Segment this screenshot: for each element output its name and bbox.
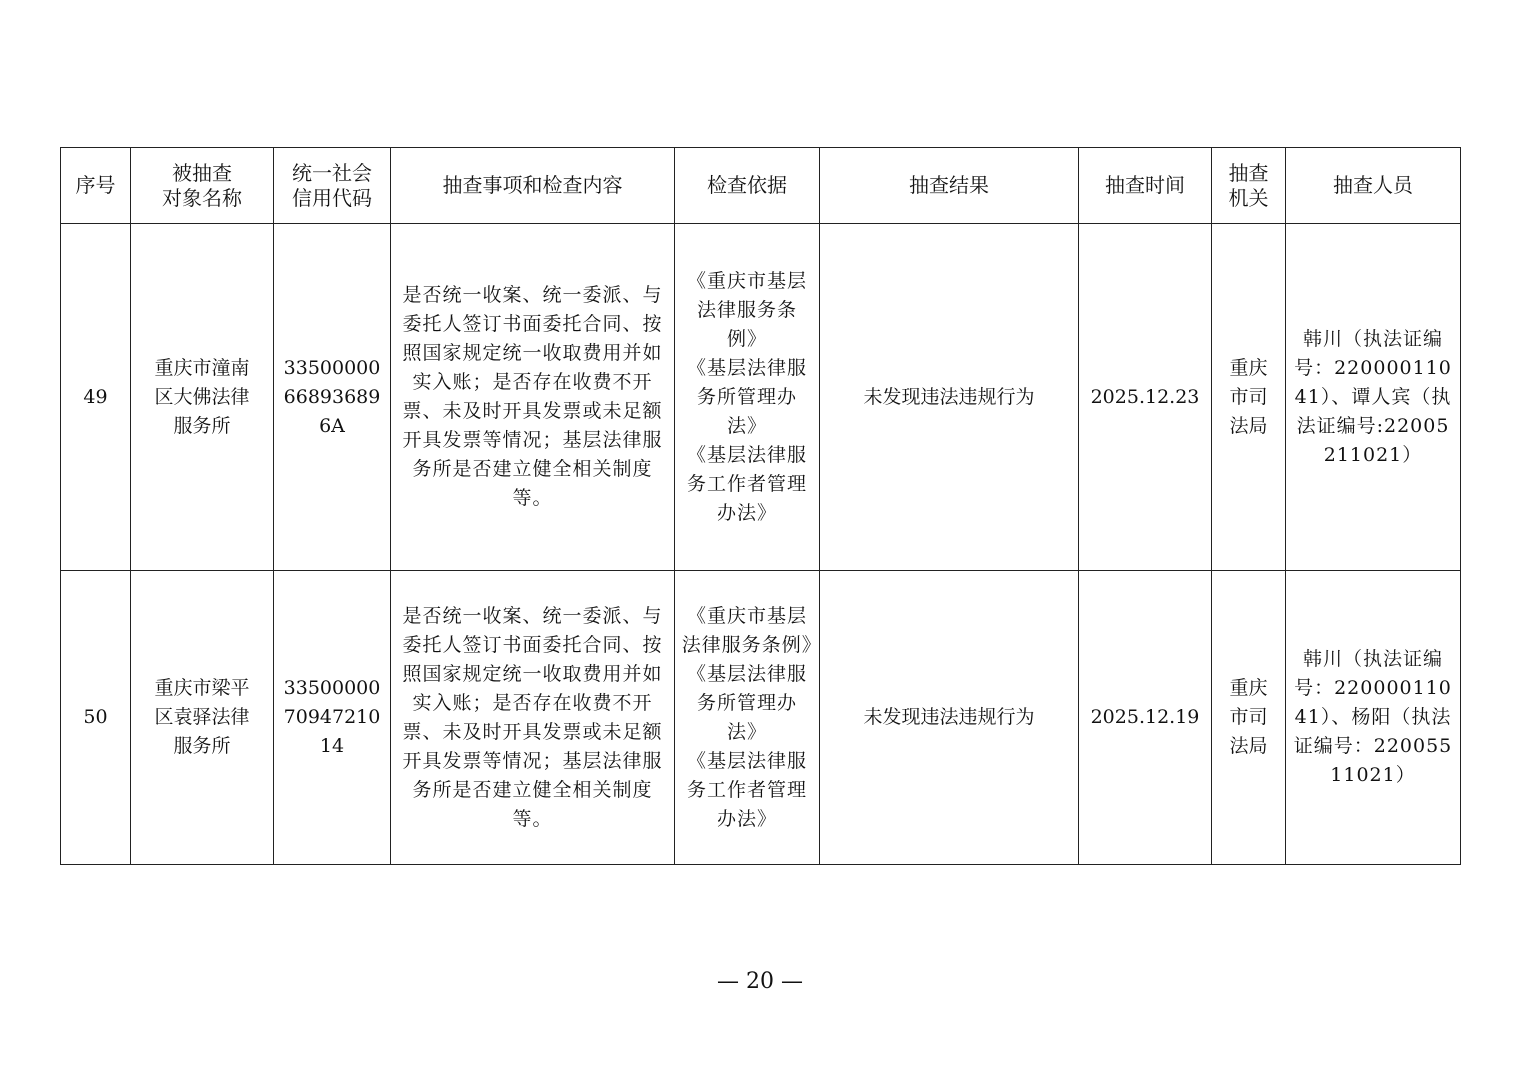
header-agency: 抽查 机关 xyxy=(1212,148,1286,224)
cell-staff: 韩川（执法证编号：22000011041）、谭人宾（执法证编号:22005211021） xyxy=(1286,224,1461,571)
cell-basis: 《重庆市基层法律服务条例》 《基层法律服务所管理办法》 《基层法律服务工作者管理办法》 xyxy=(675,224,820,571)
table-row xyxy=(61,224,1461,571)
cell-result: 未发现违法违规行为 xyxy=(820,224,1079,571)
header-staff: 抽查人员 xyxy=(1286,148,1461,224)
page-number: — 20 — xyxy=(717,969,803,994)
cell-date: 2025.12.19 xyxy=(1079,571,1212,865)
cell-credit-code: 33500000 70947210 14 xyxy=(274,571,391,865)
header-target-name: 被抽查 对象名称 xyxy=(131,148,274,224)
cell-check-items: 是否统一收案、统一委派、与委托人签订书面委托合同、按照国家规定统一收取费用并如实入账；是否存在收费不开票、未及时开具发票或未足额开具发票等情况；基层法律服务所是否建立健全相关制度等。 xyxy=(391,224,675,571)
cell-staff: 韩川（执法证编号：22000011041）、杨阳（执法证编号：22005511021） xyxy=(1286,571,1461,865)
header-basis: 检查依据 xyxy=(675,148,820,224)
inspection-table xyxy=(60,147,1461,865)
cell-result: 未发现违法违规行为 xyxy=(820,571,1079,865)
cell-target-name: 重庆市梁平 区袁驿法律 服务所 xyxy=(131,571,274,865)
cell-basis: 《重庆市基层法律服务条例》《基层法律服务所管理办法》 《基层法律服务工作者管理办法》 xyxy=(675,571,820,865)
cell-no: 49 xyxy=(61,224,131,571)
header-no: 序号 xyxy=(61,148,131,224)
cell-target-name: 重庆市潼南 区大佛法律 服务所 xyxy=(131,224,274,571)
cell-no: 50 xyxy=(61,571,131,865)
header-check-items: 抽查事项和检查内容 xyxy=(391,148,675,224)
cell-agency: 重庆 市司 法局 xyxy=(1212,224,1286,571)
cell-date: 2025.12.23 xyxy=(1079,224,1212,571)
header-date: 抽查时间 xyxy=(1079,148,1212,224)
cell-check-items: 是否统一收案、统一委派、与委托人签订书面委托合同、按照国家规定统一收取费用并如实入账；是否存在收费不开票、未及时开具发票或未足额开具发票等情况；基层法律服务所是否建立健全相关制度等。 xyxy=(391,571,675,865)
cell-agency: 重庆 市司 法局 xyxy=(1212,571,1286,865)
table-header-row xyxy=(61,148,1461,224)
header-credit-code: 统一社会 信用代码 xyxy=(274,148,391,224)
header-result: 抽查结果 xyxy=(820,148,1079,224)
table-row xyxy=(61,571,1461,865)
cell-credit-code: 33500000 66893689 6A xyxy=(274,224,391,571)
